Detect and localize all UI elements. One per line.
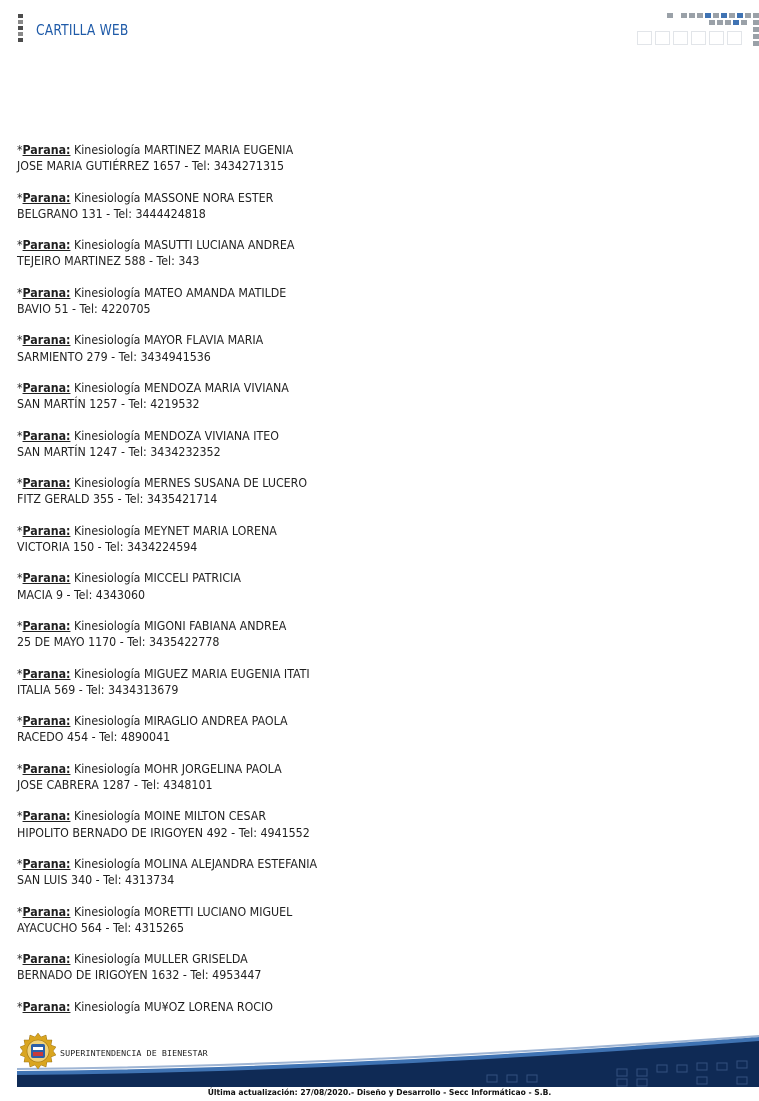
entry-address: SAN LUIS 340 - Tel: 4313734 [17, 873, 175, 888]
entry-address: JOSE MARIA GUTIÉRREZ 1657 - Tel: 3434271315 [17, 159, 285, 174]
entry-city: Parana: [22, 285, 71, 300]
entry-heading: *Parana: Kinesiología MATEO AMANDA MATILDE [17, 285, 287, 300]
entry-description: Kinesiología MOINE MILTON CESAR [73, 809, 267, 824]
list-item [17, 761, 617, 794]
entry-heading: *Parana: Kinesiología MASUTTI LUCIANA ANDREA [17, 238, 295, 253]
entry-address: RACEDO 454 - Tel: 4890041 [17, 730, 171, 745]
entry-city: Parana: [22, 809, 71, 824]
entry-description: Kinesiología MASUTTI LUCIANA ANDREA [73, 238, 295, 253]
entry-city: Parana: [22, 618, 71, 633]
list-item [17, 808, 617, 841]
entry-heading: *Parana: Kinesiología MOHR JORGELINA PAOLA [17, 761, 282, 776]
entry-address: SARMIENTO 279 - Tel: 3434941536 [17, 349, 211, 364]
entry-city: Parana: [22, 238, 71, 253]
entry-heading: *Parana: Kinesiología MASSONE NORA ESTER [17, 190, 274, 205]
entry-heading: *Parana: Kinesiología MENDOZA VIVIANA ITEO [17, 428, 279, 443]
entry-address: ITALIA 569 - Tel: 3434313679 [17, 682, 179, 697]
entry-address: 25 DE MAYO 1170 - Tel: 3435422778 [17, 635, 220, 650]
list-item [17, 142, 617, 175]
entry-city: Parana: [22, 904, 71, 919]
page-title: CARTILLA WEB [36, 21, 129, 39]
entry-description: Kinesiología MOLINA ALEJANDRA ESTEFANIA [73, 856, 318, 871]
entry-city: Parana: [22, 143, 71, 157]
list-item [17, 951, 617, 984]
entry-heading: *Parana: Kinesiología MIRAGLIO ANDREA PAOLA [17, 714, 288, 729]
entry-address: BELGRANO 131 - Tel: 3444424818 [17, 206, 206, 221]
entry-address: BAVIO 51 - Tel: 4220705 [17, 302, 151, 317]
entry-address: SAN MARTÍN 1257 - Tel: 4219532 [17, 397, 200, 412]
header-decoration [637, 13, 759, 47]
entry-address: FITZ GERALD 355 - Tel: 3435421714 [17, 492, 218, 507]
list-item [17, 999, 617, 1015]
organization-name: SUPERINTENDENCIA DE BIENESTAR [60, 1048, 208, 1058]
entry-description: Kinesiología MIRAGLIO ANDREA PAOLA [73, 714, 288, 729]
entry-heading: *Parana: Kinesiología MOLINA ALEJANDRA ESTEFANIA [17, 856, 318, 871]
list-item [17, 666, 617, 699]
entry-address: MACIA 9 - Tel: 4343060 [17, 587, 146, 602]
entry-heading: *Parana: Kinesiología MICCELI PATRICIA [17, 571, 241, 586]
entry-description: Kinesiología MASSONE NORA ESTER [73, 190, 274, 205]
entry-city: Parana: [22, 190, 71, 205]
entry-description: Kinesiología MERNES SUSANA DE LUCERO [73, 476, 308, 491]
entry-address: HIPOLITO BERNADO DE IRIGOYEN 492 - Tel: 4941552 [17, 825, 310, 840]
entry-description: Kinesiología MENDOZA MARIA VIVIANA [73, 380, 289, 395]
list-item [17, 523, 617, 556]
footer-update-note: Última actualización: 27/08/2020.- Diseño y Desarrollo - Secc Informáticao - S.B. [207, 1088, 552, 1097]
entry-heading: *Parana: Kinesiología MARTINEZ MARIA EUGENIA [17, 143, 294, 157]
entry-description: Kinesiología MENDOZA VIVIANA ITEO [73, 428, 279, 443]
entry-city: Parana: [22, 761, 71, 776]
entry-description: Kinesiología MARTINEZ MARIA EUGENIA [73, 143, 294, 157]
list-item [17, 380, 617, 413]
list-item [17, 713, 617, 746]
list-item [17, 285, 617, 318]
list-item [17, 904, 617, 937]
entry-heading: *Parana: Kinesiología MORETTI LUCIANO MIGUEL [17, 904, 293, 919]
entry-heading: *Parana: Kinesiología MULLER GRISELDA [17, 952, 248, 967]
entry-heading: *Parana: Kinesiología MERNES SUSANA DE LUCERO [17, 476, 308, 491]
footer-band [17, 1035, 759, 1087]
entry-city: Parana: [22, 380, 71, 395]
entry-heading: *Parana: Kinesiología MENDOZA MARIA VIVIANA [17, 380, 289, 395]
entry-address: JOSE CABRERA 1287 - Tel: 4348101 [17, 778, 213, 793]
entry-description: Kinesiología MULLER GRISELDA [73, 952, 248, 967]
entry-city: Parana: [22, 476, 71, 491]
entry-heading: *Parana: Kinesiología MIGUEZ MARIA EUGENIA ITATI [17, 666, 310, 681]
entry-city: Parana: [22, 428, 71, 443]
list-item [17, 475, 617, 508]
entry-description: Kinesiología MEYNET MARIA LORENA [73, 523, 277, 538]
entry-city: Parana: [22, 856, 71, 871]
entry-description: Kinesiología MIGONI FABIANA ANDREA [73, 618, 287, 633]
entry-description: Kinesiología MAYOR FLAVIA MARIA [73, 333, 264, 348]
entry-description: Kinesiología MIGUEZ MARIA EUGENIA ITATI [73, 666, 310, 681]
list-item [17, 237, 617, 270]
list-item [17, 190, 617, 223]
entry-city: Parana: [22, 999, 71, 1014]
entry-description: Kinesiología MORETTI LUCIANO MIGUEL [73, 904, 293, 919]
entry-address: BERNADO DE IRIGOYEN 1632 - Tel: 4953447 [17, 968, 262, 983]
entry-description: Kinesiología MOHR JORGELINA PAOLA [73, 761, 282, 776]
list-item [17, 428, 617, 461]
entry-city: Parana: [22, 523, 71, 538]
entry-address: VICTORIA 150 - Tel: 3434224594 [17, 540, 198, 555]
provider-list [17, 142, 617, 1030]
entry-city: Parana: [22, 571, 71, 586]
list-item [17, 618, 617, 651]
entry-description: Kinesiología MU¥OZ LORENA ROCIO [73, 999, 273, 1014]
entry-city: Parana: [22, 666, 71, 681]
entry-heading: *Parana: Kinesiología MEYNET MARIA LORENA [17, 523, 277, 538]
entry-description: Kinesiología MICCELI PATRICIA [73, 571, 241, 586]
list-item [17, 332, 617, 365]
entry-description: Kinesiología MATEO AMANDA MATILDE [73, 285, 287, 300]
entry-heading: *Parana: Kinesiología MIGONI FABIANA ANDREA [17, 618, 287, 633]
entry-heading: *Parana: Kinesiología MOINE MILTON CESAR [17, 809, 267, 824]
entry-city: Parana: [22, 333, 71, 348]
header-side-bar [18, 14, 25, 47]
police-seal-icon [20, 1033, 56, 1069]
entry-heading: *Parana: Kinesiología MU¥OZ LORENA ROCIO [17, 999, 273, 1014]
list-item [17, 570, 617, 603]
list-item [17, 856, 617, 889]
entry-heading: *Parana: Kinesiología MAYOR FLAVIA MARIA [17, 333, 264, 348]
entry-city: Parana: [22, 952, 71, 967]
entry-address: AYACUCHO 564 - Tel: 4315265 [17, 920, 185, 935]
entry-address: TEJEIRO MARTINEZ 588 - Tel: 343 [17, 254, 200, 269]
entry-address: SAN MARTÍN 1247 - Tel: 3434232352 [17, 444, 221, 459]
entry-city: Parana: [22, 714, 71, 729]
